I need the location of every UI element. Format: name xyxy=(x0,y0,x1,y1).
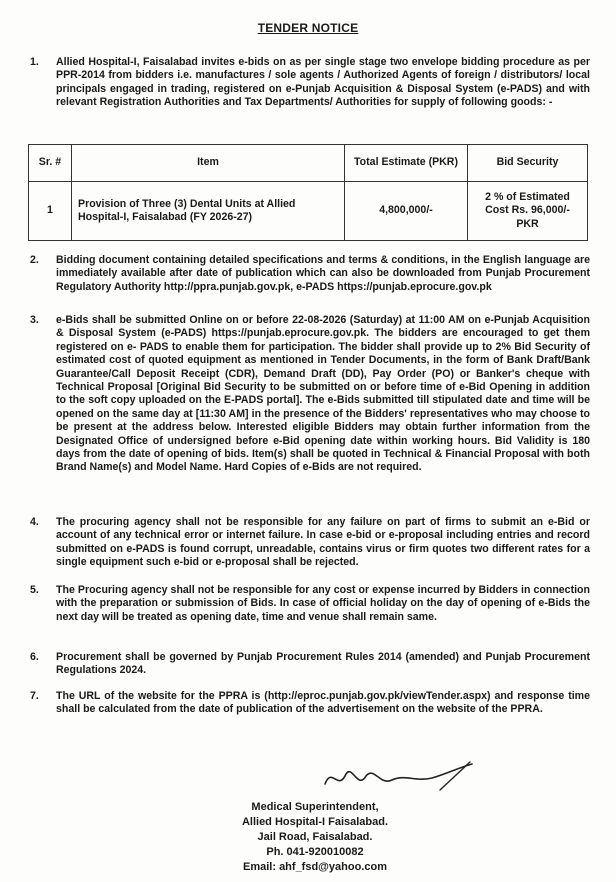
designation: Medical Superintendent, xyxy=(251,801,379,813)
paragraph-text: The Procuring agency shall not be responsible for any cost or expense incurred by Bidders in connection with the preparation or submission of Bids. In case of official holiday on the day of opening of e-Bids the next day will be treated as opening date, time and venue shall remain same. xyxy=(56,584,590,623)
table-header-row xyxy=(29,145,588,182)
paragraph-7 xyxy=(30,690,590,717)
paragraph-number: 5. xyxy=(30,584,39,596)
paragraph-number: 4. xyxy=(30,516,39,528)
paragraph-text: The procuring agency shall not be responsible for any failure on part of firms to submit an e-Bid or account of any technical error or internet failure. In case e-bid or e-proposal including entries and record submitted on e-PADS is found corrupt, unreadable, contains virus or firm quotes two different rates for a single equipment such e-bid or e-proposal shall be rejected. xyxy=(56,516,590,569)
phone-number: Ph. 041-920010082 xyxy=(266,846,364,858)
paragraph-text: Bidding document containing detailed specifications and terms & conditions, in the English language are immediately available after date of publication which can also be downloaded from Punjab Procurement Regulatory Authority http://ppra.punjab.gov.pk, e-PADS https://punjab.eprocure.gov.pk xyxy=(56,254,590,293)
office-address: Jail Road, Faisalabad. xyxy=(257,831,373,843)
handwritten-signature xyxy=(320,760,480,804)
paragraph-text: The URL of the website for the PPRA is (http://eproc.punjab.gov.pk/viewTender.aspx) and response time shall be calculated from the date of publication of the advertisement on the website of the PPRA. xyxy=(56,690,590,716)
goods-table xyxy=(28,144,588,241)
paragraph-number: 6. xyxy=(30,651,39,663)
paragraph-text: e-Bids shall be submitted Online on or before 22-08-2026 (Saturday) at 11:00 AM on e-Punjab Acquisition & Disposal System (e-PADS) https://punjab.eprocure.gov.pk. The bidders are encouraged to get them registered on e- PADS to enable them for participation. The bidder shall provide up to 2% Bid Security of estimated cost of quoted equipment as mentioned in Tender Documents, in the form of Bank Draft/Bank Guarantee/Call Deposit Receipt (CDR), Demand Draft (DD), Pay Order (PO) or Banker's cheque with Technical Proposal [Original Bid Security to be submitted on or before time of e-Bid Opening in addition to the soft copy uploaded on the E-PADS portal]. The e-Bids submitted till stipulated date and time will be opened on the same day at [11:30 AM] in the presence of the Bidders' representatives who may choose to be present at the address below. Interested eligible Bidders may obtain further information from the Designated Office of undersigned before e-Bid opening date within working hours. Bid Validity is 180 days from the date of opening of bids. Item(s) shall be quoted in Technical & Financial Proposal with both Brand Name(s) and Model Name. Hard Copies of e-Bids are not required. xyxy=(56,314,590,474)
paragraph-2 xyxy=(30,254,590,294)
paragraph-number: 2. xyxy=(30,254,39,266)
cell-security: 2 % of Estimated Cost Rs. 96,000/- PKR xyxy=(468,182,588,241)
document-title: TENDER NOTICE xyxy=(257,21,359,35)
signature-block xyxy=(200,800,430,875)
paragraph-6 xyxy=(30,651,590,678)
paragraph-5 xyxy=(30,584,590,624)
cell-estimate: 4,800,000/- xyxy=(345,182,468,241)
header-sr: Sr. # xyxy=(29,145,72,182)
email-address: Email: ahf_fsd@yahoo.com xyxy=(243,861,387,873)
paragraph-text: Allied Hospital-I, Faisalabad invites e-bids on as per single stage two envelope bidding procedure as per PPR-2014 from bidders i.e. manufactures / sole agents / Authorized Agents of foreign / distributors/ local principals engaged in trading, registered on e-Punjab Acquisition & Disposal System (e-PADS) and with relevant Registration Authorities and Tax Departments/ Authorities for supply of following goods: - xyxy=(56,56,590,109)
cell-sr: 1 xyxy=(29,182,72,241)
paragraph-number: 7. xyxy=(30,690,39,702)
paragraph-number: 3. xyxy=(30,314,39,326)
header-item: Item xyxy=(72,145,345,182)
header-estimate: Total Estimate (PKR) xyxy=(345,145,468,182)
paragraph-1 xyxy=(30,56,590,110)
paragraph-4 xyxy=(30,516,590,570)
header-security: Bid Security xyxy=(468,145,588,182)
office-name: Allied Hospital-I Faisalabad. xyxy=(241,816,389,828)
table-row xyxy=(29,182,588,241)
paragraph-number: 1. xyxy=(30,56,39,68)
cell-item: Provision of Three (3) Dental Units at Allied Hospital-I, Faisalabad (FY 2026-27) xyxy=(72,182,345,241)
paragraph-text: Procurement shall be governed by Punjab Procurement Rules 2014 (amended) and Punjab Procurement Regulations 2024. xyxy=(56,651,590,677)
paragraph-3 xyxy=(30,314,590,475)
